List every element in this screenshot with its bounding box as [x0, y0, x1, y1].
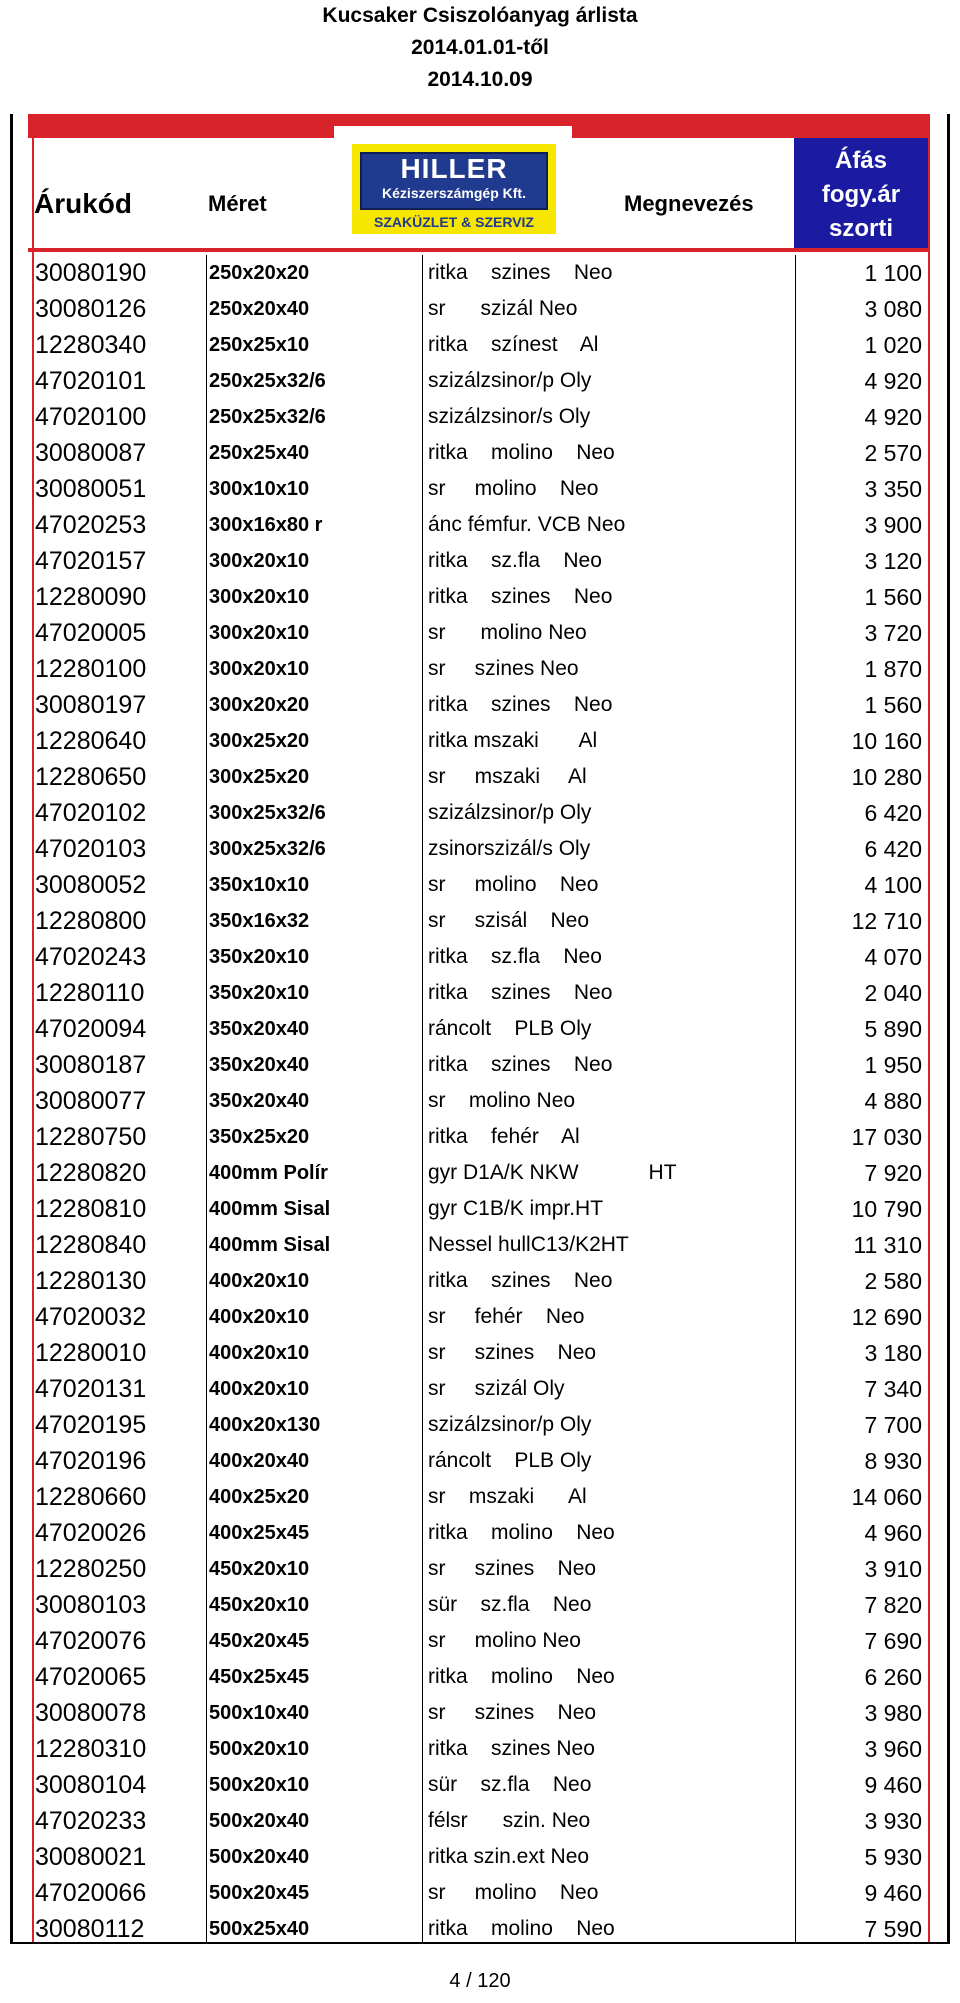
product-price: 7 690	[864, 1628, 922, 1654]
title-line-1: Kucsaker Csiszolóanyag árlista	[322, 4, 638, 27]
product-price: 4 960	[864, 1520, 922, 1546]
page-number: 4 / 120	[449, 1970, 511, 1992]
table-row	[31, 1839, 928, 1875]
product-size: 300x25x20	[209, 730, 310, 752]
product-size: 250x25x40	[209, 442, 310, 464]
product-code: 47020243	[35, 943, 147, 971]
product-name: ráncolt PLB Oly	[428, 1017, 592, 1040]
product-code: 30080051	[35, 475, 147, 503]
product-price: 4 920	[864, 368, 922, 394]
header-red-separator	[28, 248, 928, 252]
product-size: 400x25x45	[209, 1522, 310, 1544]
table-row	[31, 975, 928, 1011]
product-price: 7 340	[864, 1376, 922, 1402]
product-code: 47020196	[35, 1447, 147, 1475]
product-code: 30080087	[35, 439, 147, 467]
product-size: 300x20x20	[209, 694, 310, 716]
product-name: sr molino Neo	[428, 477, 599, 500]
product-size: 250x25x32/6	[209, 406, 326, 428]
product-code: 12280250	[35, 1555, 147, 1583]
product-code: 30080021	[35, 1843, 147, 1871]
table-row	[31, 363, 928, 399]
product-name: ritka szines Neo	[428, 585, 613, 608]
document-title	[0, 0, 960, 96]
product-name: ritka sz.fla Neo	[428, 549, 602, 572]
product-code: 30080187	[35, 1051, 147, 1079]
product-size: 250x20x20	[209, 262, 310, 284]
table-row	[31, 723, 928, 759]
product-price: 3 930	[864, 1808, 922, 1834]
product-price: 2 580	[864, 1268, 922, 1294]
table-row	[31, 1011, 928, 1047]
product-price: 12 690	[851, 1304, 922, 1330]
product-size: 300x20x10	[209, 658, 310, 680]
header-code: Árukód	[34, 188, 132, 219]
product-name: sr molino Neo	[428, 1089, 576, 1112]
product-name: sr mszaki Al	[428, 1485, 587, 1508]
product-name: sr szines Neo	[428, 1701, 597, 1724]
product-price: 12 710	[851, 908, 922, 934]
table-row	[31, 795, 928, 831]
table-row	[31, 1695, 928, 1731]
product-name: sr molino Neo	[428, 621, 587, 644]
product-code: 12280130	[35, 1267, 147, 1295]
table-row	[31, 1911, 928, 1947]
product-price: 4 100	[864, 872, 922, 898]
table-row	[31, 1227, 928, 1263]
product-size: 450x20x10	[209, 1558, 310, 1580]
product-name: sür sz.fla Neo	[428, 1593, 592, 1616]
product-size: 500x25x40	[209, 1918, 310, 1940]
product-size: 350x16x32	[209, 910, 310, 932]
product-price: 3 910	[864, 1556, 922, 1582]
product-code: 47020026	[35, 1519, 147, 1547]
table-row	[31, 1551, 928, 1587]
product-size: 300x20x10	[209, 550, 310, 572]
product-size: 500x10x40	[209, 1702, 310, 1724]
product-size: 300x20x10	[209, 622, 310, 644]
product-code: 12280820	[35, 1159, 147, 1187]
product-code: 47020253	[35, 511, 147, 539]
product-name: ritka molino Neo	[428, 1917, 615, 1940]
product-name: ritka szines Neo	[428, 981, 613, 1004]
product-price: 1 100	[864, 260, 922, 286]
table-row	[31, 1407, 928, 1443]
product-price: 3 180	[864, 1340, 922, 1366]
product-price: 7 590	[864, 1916, 922, 1942]
logo-yellow-frame	[352, 144, 556, 234]
product-code: 12280750	[35, 1123, 147, 1151]
table-row	[31, 1587, 928, 1623]
product-code: 12280640	[35, 727, 147, 755]
product-code: 47020102	[35, 799, 147, 827]
table-row	[31, 1119, 928, 1155]
product-code: 47020233	[35, 1807, 147, 1835]
product-code: 12280010	[35, 1339, 147, 1367]
product-name: sür sz.fla Neo	[428, 1773, 592, 1796]
product-size: 500x20x10	[209, 1738, 310, 1760]
product-size: 400x25x20	[209, 1486, 310, 1508]
table-row	[31, 1443, 928, 1479]
product-price: 7 700	[864, 1412, 922, 1438]
product-price: 8 930	[864, 1448, 922, 1474]
product-size: 500x20x40	[209, 1810, 310, 1832]
product-code: 12280650	[35, 763, 147, 791]
product-name: ánc fémfur. VCB Neo	[428, 513, 626, 536]
product-name: Nessel hullC13/K2HT	[428, 1233, 629, 1256]
product-price: 3 960	[864, 1736, 922, 1762]
product-name: sr szines Neo	[428, 1341, 597, 1364]
product-code: 47020131	[35, 1375, 147, 1403]
product-price: 5 890	[864, 1016, 922, 1042]
product-code: 30080197	[35, 691, 147, 719]
product-code: 12280340	[35, 331, 147, 359]
table-row	[31, 903, 928, 939]
table-row	[31, 1731, 928, 1767]
product-code: 47020094	[35, 1015, 147, 1043]
product-price: 3 720	[864, 620, 922, 646]
product-name: szizálzsinor/p Oly	[428, 801, 592, 824]
title-line-3: 2014.10.09	[427, 68, 533, 91]
product-price: 6 420	[864, 836, 922, 862]
table-row	[31, 255, 928, 291]
product-name: ritka molino Neo	[428, 1665, 615, 1688]
product-code: 47020066	[35, 1879, 147, 1907]
product-name: ritka fehér Al	[428, 1125, 580, 1148]
product-name: ráncolt PLB Oly	[428, 1449, 592, 1472]
product-price: 3 900	[864, 512, 922, 538]
product-price: 3 120	[864, 548, 922, 574]
product-price: 5 930	[864, 1844, 922, 1870]
table-row	[31, 867, 928, 903]
table-row	[31, 1083, 928, 1119]
header-size: Méret	[208, 191, 267, 216]
header-price-line-3: szorti	[828, 215, 893, 242]
price-table	[31, 255, 928, 1947]
product-size: 250x25x10	[209, 334, 310, 356]
product-name: sr fehér Neo	[428, 1305, 585, 1328]
product-price: 1 020	[864, 332, 922, 358]
table-row	[31, 1335, 928, 1371]
product-size: 500x20x40	[209, 1846, 310, 1868]
product-size: 400x20x10	[209, 1270, 310, 1292]
product-code: 47020065	[35, 1663, 147, 1691]
product-size: 300x16x80 r	[209, 514, 323, 536]
table-row	[31, 1659, 928, 1695]
table-row	[31, 327, 928, 363]
product-size: 350x10x10	[209, 874, 310, 896]
product-size: 400mm Sisal	[209, 1198, 331, 1220]
table-row	[31, 1299, 928, 1335]
product-code: 47020076	[35, 1627, 147, 1655]
header-price-line-2: fogy.ár	[821, 181, 901, 208]
product-size: 400x20x10	[209, 1306, 310, 1328]
product-name: ritka színest Al	[428, 333, 599, 356]
product-price: 1 950	[864, 1052, 922, 1078]
header-price-line-1: Áfás	[834, 147, 888, 174]
product-size: 250x20x40	[209, 298, 310, 320]
product-code: 30080190	[35, 259, 147, 287]
table-row	[31, 1803, 928, 1839]
table-header	[28, 114, 928, 252]
product-size: 400x20x40	[209, 1450, 310, 1472]
header-name: Megnevezés	[624, 191, 754, 216]
product-code: 12280660	[35, 1483, 147, 1511]
product-code: 30080103	[35, 1591, 147, 1619]
product-size: 400x20x10	[209, 1342, 310, 1364]
product-name: gyr D1A/K NKW HT	[428, 1161, 677, 1184]
product-name: sr szisál Neo	[428, 909, 590, 932]
product-code: 30080077	[35, 1087, 147, 1115]
product-name: ritka sz.fla Neo	[428, 945, 602, 968]
table-row	[31, 759, 928, 795]
product-size: 400x20x130	[209, 1414, 321, 1436]
product-size: 400mm Polír	[209, 1162, 328, 1184]
product-name: sr molino Neo	[428, 1629, 581, 1652]
logo-tagline: SZAKÜZLET & SZERVIZ	[374, 214, 534, 230]
product-code: 30080112	[35, 1915, 145, 1943]
table-row	[31, 1371, 928, 1407]
product-code: 47020032	[35, 1303, 147, 1331]
product-size: 450x25x45	[209, 1666, 310, 1688]
product-code: 12280090	[35, 583, 147, 611]
product-name: szizálzsinor/s Oly	[428, 405, 591, 428]
product-size: 500x20x45	[209, 1882, 310, 1904]
product-code: 30080126	[35, 295, 147, 323]
table-row	[31, 291, 928, 327]
product-name: szizálzsinor/p Oly	[428, 1413, 592, 1436]
product-code: 12280840	[35, 1231, 147, 1259]
product-name: gyr C1B/K impr.HT	[428, 1197, 604, 1220]
table-row	[31, 1155, 928, 1191]
product-price: 4 880	[864, 1088, 922, 1114]
product-size: 400x20x10	[209, 1378, 310, 1400]
product-price: 9 460	[864, 1772, 922, 1798]
table-row	[31, 615, 928, 651]
product-name: ritka molino Neo	[428, 441, 615, 464]
product-price: 2 040	[864, 980, 922, 1006]
product-price: 1 870	[864, 656, 922, 682]
table-row	[31, 651, 928, 687]
table-row	[31, 507, 928, 543]
product-code: 12280800	[35, 907, 147, 935]
table-row	[31, 579, 928, 615]
product-price: 10 280	[851, 764, 922, 790]
product-size: 500x20x10	[209, 1774, 310, 1796]
product-name: sr szines Neo	[428, 1557, 597, 1580]
product-name: ritka molino Neo	[428, 1521, 615, 1544]
product-size: 350x20x10	[209, 946, 310, 968]
product-name: sr szizál Oly	[428, 1377, 565, 1400]
table-row	[31, 1479, 928, 1515]
product-price: 2 570	[864, 440, 922, 466]
product-code: 47020103	[35, 835, 147, 863]
product-size: 300x10x10	[209, 478, 310, 500]
product-size: 450x20x10	[209, 1594, 310, 1616]
table-row	[31, 1767, 928, 1803]
product-name: sr szines Neo	[428, 657, 579, 680]
product-code: 47020195	[35, 1411, 147, 1439]
header-price	[794, 138, 928, 248]
product-size: 350x20x40	[209, 1090, 310, 1112]
product-price: 1 560	[864, 692, 922, 718]
product-size: 350x25x20	[209, 1126, 310, 1148]
table-row	[31, 831, 928, 867]
product-name: félsr szin. Neo	[428, 1809, 591, 1832]
product-size: 300x20x10	[209, 586, 310, 608]
product-name: ritka szines Neo	[428, 1269, 613, 1292]
product-price: 6 260	[864, 1664, 922, 1690]
logo-company: Kéziszerszámgép Kft.	[382, 185, 526, 201]
product-code: 30080104	[35, 1771, 147, 1799]
product-code: 47020100	[35, 403, 147, 431]
table-row	[31, 1623, 928, 1659]
product-price: 3 350	[864, 476, 922, 502]
table-row	[31, 543, 928, 579]
product-size: 350x20x40	[209, 1054, 310, 1076]
table-row	[31, 1875, 928, 1911]
product-price: 17 030	[851, 1124, 922, 1150]
table-row	[31, 1191, 928, 1227]
product-code: 12280310	[35, 1735, 147, 1763]
product-code: 30080052	[35, 871, 147, 899]
product-price: 10 160	[851, 728, 922, 754]
table-row	[31, 399, 928, 435]
table-row	[31, 1515, 928, 1551]
product-size: 450x20x45	[209, 1630, 310, 1652]
product-price: 7 920	[864, 1160, 922, 1186]
title-line-2: 2014.01.01-től	[411, 36, 549, 59]
product-name: ritka szines Neo	[428, 1737, 595, 1760]
company-logo	[334, 126, 572, 240]
product-code: 47020101	[35, 367, 147, 395]
product-size: 300x25x20	[209, 766, 310, 788]
product-price: 3 980	[864, 1700, 922, 1726]
table-row	[31, 471, 928, 507]
product-name: zsinorszizál/s Oly	[428, 837, 591, 860]
product-price: 14 060	[851, 1484, 922, 1510]
product-name: ritka szin.ext Neo	[428, 1845, 590, 1868]
product-size: 300x25x32/6	[209, 838, 326, 860]
product-price: 6 420	[864, 800, 922, 826]
table-row	[31, 687, 928, 723]
table-row	[31, 1047, 928, 1083]
product-price: 4 070	[864, 944, 922, 970]
product-name: szizálzsinor/p Oly	[428, 369, 592, 392]
product-name: ritka szines Neo	[428, 261, 613, 284]
product-size: 350x20x40	[209, 1018, 310, 1040]
product-price: 1 560	[864, 584, 922, 610]
product-name: ritka mszaki Al	[428, 729, 598, 752]
product-size: 300x25x32/6	[209, 802, 326, 824]
product-name: sr szizál Neo	[428, 297, 578, 320]
product-code: 47020005	[35, 619, 147, 647]
product-code: 12280110	[35, 979, 145, 1007]
product-code: 30080078	[35, 1699, 147, 1727]
table-row	[31, 1263, 928, 1299]
product-name: sr molino Neo	[428, 873, 599, 896]
product-name: sr mszaki Al	[428, 765, 587, 788]
logo-blue-plate	[360, 152, 548, 210]
product-price: 11 310	[853, 1232, 922, 1258]
product-name: ritka szines Neo	[428, 693, 613, 716]
product-code: 47020157	[35, 547, 147, 575]
product-size: 350x20x10	[209, 982, 310, 1004]
product-name: ritka szines Neo	[428, 1053, 613, 1076]
product-price: 7 820	[864, 1592, 922, 1618]
logo-brand: HILLER	[400, 153, 508, 184]
product-price: 3 080	[864, 296, 922, 322]
table-row	[31, 939, 928, 975]
product-name: sr molino Neo	[428, 1881, 599, 1904]
product-price: 10 790	[851, 1196, 922, 1222]
product-size: 250x25x32/6	[209, 370, 326, 392]
product-size: 400mm Sisal	[209, 1234, 331, 1256]
product-price: 4 920	[864, 404, 922, 430]
product-code: 12280100	[35, 655, 147, 683]
table-row	[31, 435, 928, 471]
product-price: 9 460	[864, 1880, 922, 1906]
product-code: 12280810	[35, 1195, 147, 1223]
